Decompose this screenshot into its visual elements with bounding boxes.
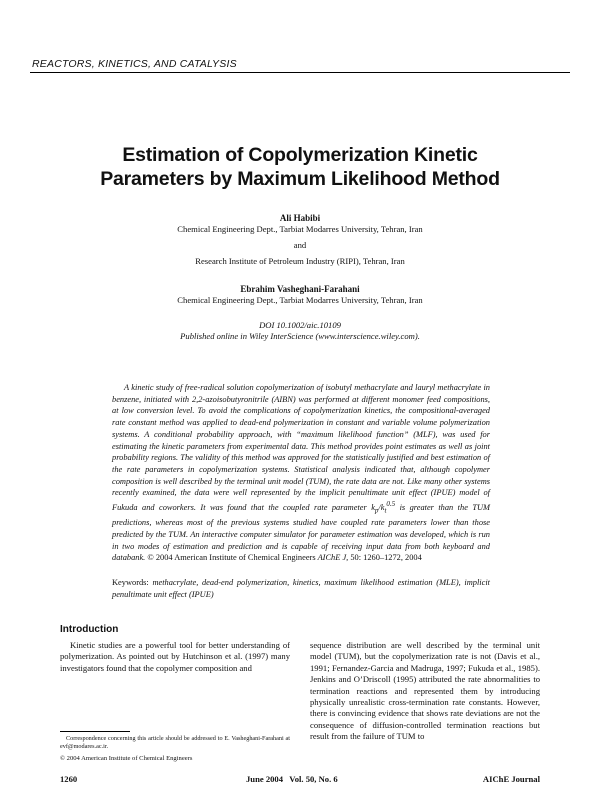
title-line-1: Estimation of Copolymerization Kinetic	[122, 144, 478, 166]
article-title	[60, 143, 540, 191]
header-rule	[30, 72, 570, 73]
volume-pages: 50: 1260–1272, 2004	[350, 553, 422, 563]
and-connector: and	[293, 240, 307, 250]
abstract-body: A kinetic study of free-radical solution copolymerization of isobutyl methacrylate and lauryl methacrylate in benzene, initiated with 2,2-azoisobutyronitrile (AIBN) was performed at different monomer feed compositions, at low conversion level. To avoid the complications of copolymerization kinetics, the compositional-averaged rate constant method was applied to dead-end polymerization in constant and variable volume polymerization systems. A conditional probability approach, with “maximum likelihood function” (MLF), was used for estimating the kinetic parameters from experimental data. This method provides point estimates as well as joint probability regions. The validity of this method was approved for the statistically justified and best estimation of the rate parameters in copolymerization systems. Statistical analysis indicated that, although copolymer composition is well described by the terminal unit model (TUM), the rate data are not. Like many other systems recently examined, the data were well represented by the implicit penultimate unit effect (IPUE) model of Fukuda and coworkers. It was found that the coupled rate parameter	[112, 383, 490, 512]
title-line-2: Parameters by Maximum Likelihood Method	[100, 168, 500, 190]
introduction-right-column: sequence distribution are well described by the terminal unit model (TUM), but the copolymerization rate is not (Davis et al., 1991; Fernandez-Garcia and Madruga, 1997; Fukuda et al., 1985). Jenkins and O’Driscoll (1995) attributed the rate abnormalities to termination reactions and represented them by introducing physically unrealistic cross-termination rate constants. However, there is convincing evidence that shows rate deviations are not the consequence of diffusion-controlled termination reactions but result from the failure of TUM to	[310, 640, 540, 742]
author-1-affiliation: Chemical Engineering Dept., Tarbiat Modarres University, Tehran, Iran	[177, 224, 423, 234]
footnote-rule	[60, 731, 130, 732]
footnote-copyright: © 2004 American Institute of Chemical Engineers	[60, 755, 193, 762]
abstract-body-continued: is greater than the TUM predictions, whereas most of the previous systems studied have coupled rate parameters lower than those predicted by the TUM. An interactive computer simulator for parameter estimation was developed, which is run in two modes of estimation and prediction and is capable of receiving input data from both keyboard and databank.	[112, 502, 491, 563]
introduction-left-column: Kinetic studies are a powerful tool for better understanding of polymerization. As pointed out by Hutchinson et al. (1997) many investigators found that the copolymer composition and	[60, 640, 290, 673]
author-1-name: Ali Habibi	[279, 213, 321, 223]
doi: DOI 10.1002/aic.10109	[259, 320, 341, 330]
second-affiliation: Research Institute of Petroleum Industry (RIPI), Tehran, Iran	[195, 256, 405, 266]
rate-parameter-formula: $k_p/k_t^{0.5}$	[371, 500, 396, 515]
issue-info: June 2004 Vol. 50, No. 6	[246, 774, 338, 784]
journal-name: AIChE Journal	[482, 774, 540, 784]
keywords-text: methacrylate, dead-end polymerization, kinetics, maximum likelihood estimation (MLE), implicit penultimate unit effect (IPUE)	[112, 578, 490, 599]
page-number: 1260	[60, 774, 78, 784]
author-2-name: Ebrahim Vasheghani-Farahani	[240, 284, 360, 294]
abstract	[112, 382, 490, 564]
abstract-copyright: © 2004 American Institute of Chemical Engineers	[147, 553, 316, 563]
section-header: REACTORS, KINETICS, AND CATALYSIS	[32, 58, 237, 70]
published-online: Published online in Wiley InterScience (www.interscience.wiley.com).	[180, 331, 420, 341]
keywords-label: Keywords:	[112, 578, 149, 587]
correspondence-footnote: Correspondence concerning this article should be addressed to E. Vasheghani-Farahani at evf@modares.ac.ir.	[60, 735, 290, 751]
author-2-affiliation: Chemical Engineering Dept., Tarbiat Modarres University, Tehran, Iran	[177, 295, 423, 305]
journal-ref: AIChE J,	[317, 553, 349, 563]
keywords	[112, 577, 490, 600]
introduction-heading: Introduction	[60, 624, 119, 635]
